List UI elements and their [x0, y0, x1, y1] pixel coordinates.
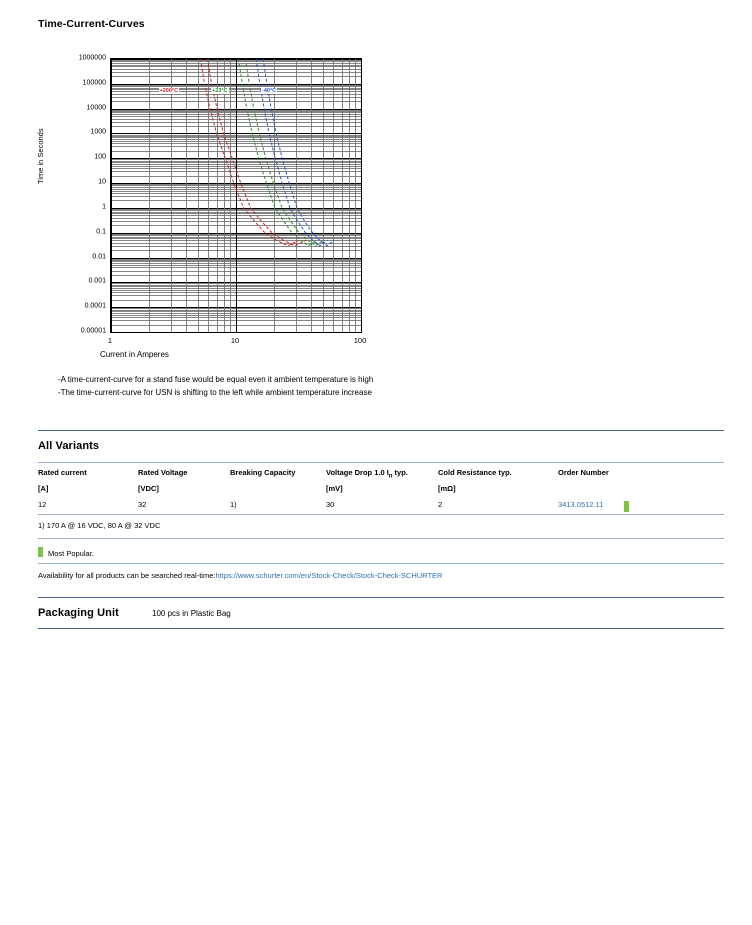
divider-packaging-top [38, 597, 724, 598]
cell-rated-current: 12 [38, 500, 47, 509]
divider-footnote [38, 538, 724, 539]
chart-x-tick-label: 10 [230, 336, 240, 345]
chart-y-tick-label: 0.1 [96, 228, 106, 236]
divider-table-top [38, 462, 724, 463]
unit-rated-voltage: [VDC] [138, 484, 159, 493]
divider-legend [38, 563, 724, 564]
cell-rated-voltage: 32 [138, 500, 147, 509]
time-current-curve-chart [38, 44, 368, 364]
chart-plot-area [110, 58, 362, 333]
most-popular-legend-label: Most Popular. [48, 549, 94, 558]
col-header-order-number: Order Number [558, 468, 609, 477]
cell-cold-resistance: 2 [438, 500, 443, 509]
chart-y-tick-label: 10 [98, 178, 106, 186]
chart-y-tick-label: 0.001 [88, 277, 106, 285]
availability-note [38, 571, 442, 580]
chart-gridline-horizontal [111, 332, 361, 333]
chart-series-line [239, 59, 317, 246]
chart-y-axis-ticks [38, 54, 110, 335]
chart-y-tick-label: 1 [102, 203, 106, 211]
table-footnote: 1) 170 A @ 16 VDC, 80 A @ 32 VDC [38, 521, 161, 530]
chart-x-tick-label: 100 [353, 336, 367, 345]
green-swatch-icon [38, 547, 43, 557]
packaging-unit-value: 100 pcs in Plastic Bag [152, 609, 231, 618]
chart-series-label: -40°C [262, 87, 277, 94]
chart-note-2: -The time-current-curve for USN is shifting to the left while ambient temperature increase [58, 388, 372, 398]
cell-breaking-capacity: 1) [230, 500, 237, 509]
unit-voltage-drop: [mV] [326, 484, 343, 493]
section-title-packaging-unit: Packaging Unit [38, 607, 119, 619]
chart-y-tick-label: 1000000 [78, 54, 106, 62]
chart-x-axis-label: Current in Amperes [100, 350, 169, 359]
divider-table-bottom [38, 514, 724, 515]
variants-table [38, 468, 724, 517]
col-header-cold-resistance: Cold Resistance typ. [438, 468, 512, 477]
chart-gridline-vertical [361, 59, 362, 332]
chart-note-1: -A time-current-curve for a stand fuse would be equal even it ambient temperature is high [58, 375, 374, 384]
cell-order-number-link[interactable]: 3413.0512.11 [558, 500, 604, 509]
most-popular-legend [38, 547, 94, 558]
chart-y-axis-label: Time in Seconds [36, 128, 45, 184]
most-popular-indicator [624, 501, 629, 512]
chart-y-tick-label: 0.0001 [84, 302, 106, 310]
chart-y-tick-label: 100000 [82, 79, 106, 87]
col-header-breaking-capacity: Breaking Capacity [230, 468, 296, 477]
chart-y-tick-label: 0.01 [92, 253, 106, 261]
divider-packaging-bottom [38, 628, 724, 629]
chart-y-tick-label: 0.00001 [80, 327, 106, 335]
chart-x-tick-label: 1 [107, 336, 113, 345]
col-header-rated-voltage: Rated Voltage [138, 468, 188, 477]
chart-series-label: +200°C [159, 87, 179, 94]
col-header-voltage-drop: Voltage Drop 1.0 $I_n$ typ. [326, 468, 408, 480]
chart-curves [111, 59, 361, 332]
cell-voltage-drop: 30 [326, 500, 335, 509]
chart-series-label: +23°C [212, 87, 228, 94]
table-header-row [38, 468, 724, 484]
chart-y-tick-label: 100 [94, 153, 106, 161]
chart-notes [58, 374, 388, 401]
unit-rated-current: [A] [38, 484, 49, 493]
divider-variants-top [38, 430, 724, 431]
col-header-rated-current: Rated current [38, 468, 87, 477]
availability-prefix: Availability for all products can be searched real-time: [38, 571, 216, 580]
unit-cold-resistance: [mΩ] [438, 484, 456, 493]
section-title-all-variants: All Variants [38, 440, 100, 452]
chart-y-tick-label: 10000 [86, 104, 106, 112]
chart-y-tick-label: 1000 [90, 128, 106, 136]
page-title-time-current-curves: Time-Current-Curves [38, 18, 145, 30]
availability-link[interactable]: https://www.schurter.com/en/Stock-Check/Stock-Check-SCHURTER [215, 571, 443, 580]
table-units-row [38, 484, 724, 500]
